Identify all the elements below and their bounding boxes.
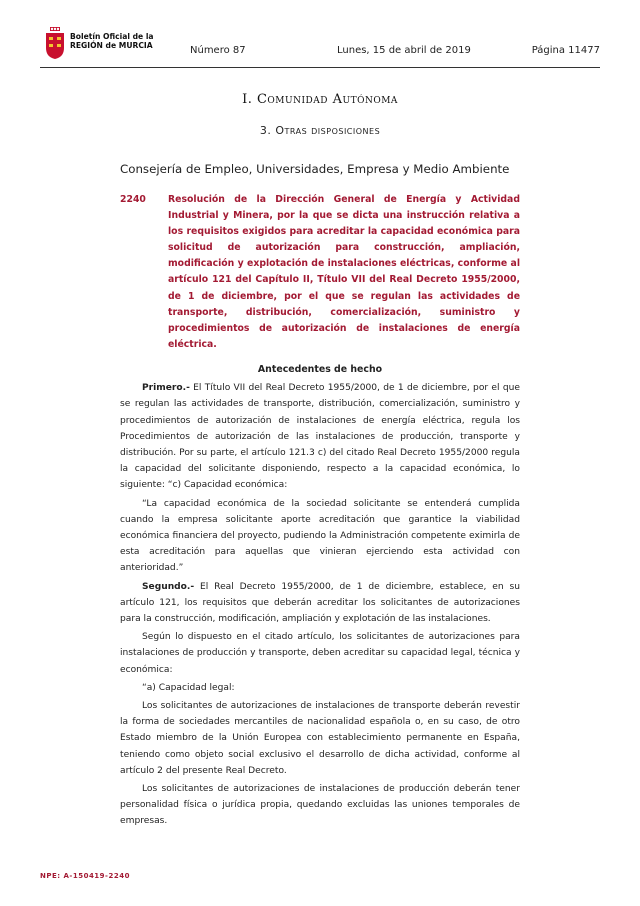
resolution-block <box>120 192 520 353</box>
page-number: Página 11477 <box>531 45 600 56</box>
subsection-title: 3. Otras disposiciones <box>259 124 381 137</box>
paragraph-text: El Título VII del Real Decreto 1955/2000, de 1 de diciembre, por el que se regulan las actividades de transporte, distribución, comercialización, suministro y procedimientos de autorización de instalaciones de energía eléctrica, regula los Procedimientos de autorización de las instalaciones de producción, transporte y distribución. Por su parte, el artículo 121.3 c) del citado Real Decreto 1955/2000 regula la capacidad del solicitante disponiendo, respecto a la capacidad económica, lo siguiente: “c) Capacidad económica: <box>120 383 520 491</box>
department-name: Consejería de Empleo, Universidades, Empresa y Medio Ambiente <box>120 162 510 176</box>
bulletin-logo-text <box>70 32 154 50</box>
paragraph-primero <box>120 380 520 493</box>
paragraph: “a) Capacidad legal: <box>142 682 235 693</box>
paragraph: Los solicitantes de autorizaciones de instalaciones de producción deberán tener personalidad física o jurídica propia, quedando excluidas las uniones temporales de empresas. <box>120 784 520 827</box>
issue-number: Número 87 <box>190 45 246 56</box>
page-header <box>40 26 600 62</box>
region-murcia-crest-icon <box>44 26 66 60</box>
npe-code: NPE: A-150419-2240 <box>40 872 130 880</box>
header-divider <box>40 67 600 68</box>
section-title: I. Comunidad Autónoma <box>242 92 398 107</box>
logo-line-2: REGIÓN de MURCIA <box>70 41 153 50</box>
document-body <box>120 362 520 832</box>
body-heading: Antecedentes de hecho <box>257 364 383 375</box>
issue-date: Lunes, 15 de abril de 2019 <box>337 45 471 56</box>
resolution-number: 2240 <box>120 194 146 205</box>
paragraph-lead: Primero.- <box>142 383 190 394</box>
paragraph-text: El Real Decreto 1955/2000, de 1 de diciembre, establece, en su artículo 121, los requisitos que deberán acreditar los solicitantes de autorizaciones para la construcción, modificación, ampliación y explotación de las instalaciones. <box>120 581 520 625</box>
resolution-title: Resolución de la Dirección General de Energía y Actividad Industrial y Minera, por la que se dicta una instrucción relativa a los requisitos exigidos para acreditar la capacidad económica para solicitud de autorización para construcción, ampliación, modificación y explotación de instalaciones eléctricas, conforme al artículo 121 del Capítulo II, Título VII del Real Decreto 1955/2000, de 1 de diciembre, por el que se regulan las actividades de transporte, distribución, comercialización, suministro y procedimientos de autorización de instalaciones de energía eléctrica. <box>168 194 520 350</box>
logo-line-1: Boletín Oficial de la <box>70 32 154 41</box>
paragraph-segundo <box>120 579 520 628</box>
paragraph: Según lo dispuesto en el citado artículo, los solicitantes de autorizaciones para instalaciones de producción y transporte, deben acreditar su capacidad legal, técnica y económica: <box>120 632 520 675</box>
paragraph-quote: “La capacidad económica de la sociedad solicitante se entenderá cumplida cuando la empresa solicitante aporte acreditación que garantice la viabilidad económica financiera del proyecto, pudiendo la Administración competente eximirla de esta acreditación para aquellas que vinieran ejerciendo esta actividad con anterioridad.” <box>120 498 520 574</box>
paragraph-lead: Segundo.- <box>142 581 195 592</box>
paragraph: Los solicitantes de autorizaciones de instalaciones de transporte deberán revestir la forma de sociedades mercantiles de nacionalidad española o, en su caso, de otro Estado miembro de la Unión Europea con establecimiento permanente en España, teniendo como objeto social exclusivo el desarrollo de dicha actividad, conforme al artículo 2 del presente Real Decreto. <box>120 701 520 776</box>
